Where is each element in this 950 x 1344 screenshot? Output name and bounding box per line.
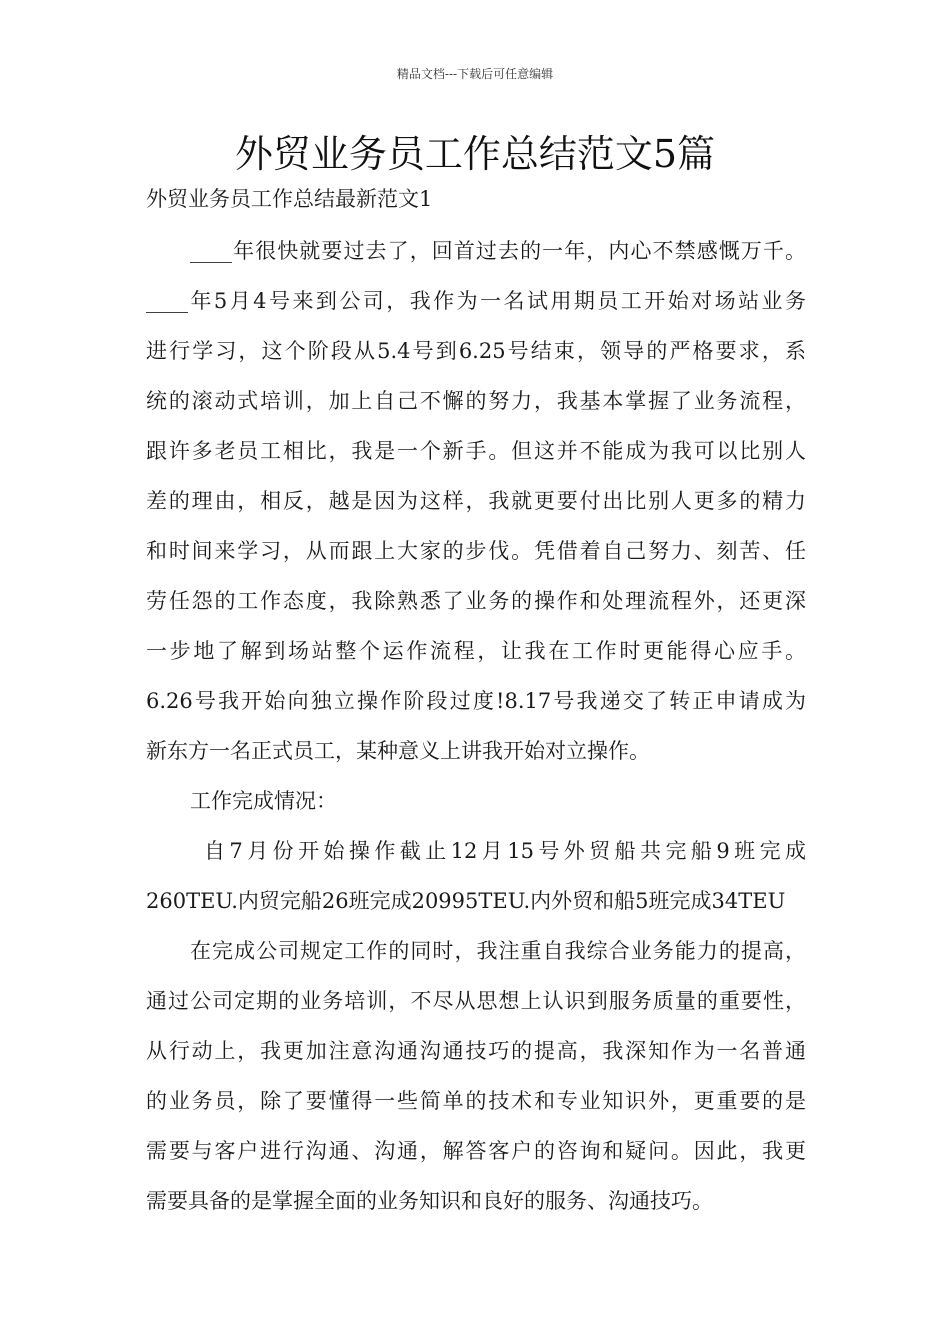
paragraph-line: 一步地了解到场站整个运作流程，让我在工作时更能得心应手。 [146,639,806,663]
paragraph-line: 6.26号我开始向独立操作阶段过度!8.17号我递交了转正申请成为 [146,689,806,713]
paragraph-line: 在完成公司规定工作的同时，我注重自我综合业务能力的提高， [190,939,806,963]
paragraph-line: ____年5月4号来到公司，我作为一名试用期员工开始对场站业务 [146,289,806,313]
paragraph-line: 通过公司定期的业务培训，不尽从思想上认识到服务质量的重要性， [146,989,806,1013]
paragraph-line: 需要与客户进行沟通、沟通，解答客户的咨询和疑问。因此，我更 [146,1139,806,1163]
header-note: 精品文档---下载后可任意编辑 [396,67,554,81]
paragraph-line: 劳任怨的工作态度，我除熟悉了业务的操作和处理流程外，还更深 [146,589,806,613]
paragraph-line: 自7月份开始操作截止12月15号外贸船共完船9班完成 [204,839,806,863]
paragraph-line: ____年很快就要过去了，回首过去的一年，内心不禁感慨万千。 [190,239,806,263]
paragraph-line: 统的滚动式培训，加上自己不懈的努力，我基本掌握了业务流程， [146,389,806,413]
document-title: 外贸业务员工作总结范文5篇 [234,132,716,176]
paragraph-line: 从行动上，我更加注意沟通沟通技巧的提高，我深知作为一名普通 [146,1039,806,1063]
paragraph-line: 新东方一名正式员工，某种意义上讲我开始对立操作。 [146,739,650,763]
paragraph-line: 进行学习，这个阶段从5.4号到6.25号结束，领导的严格要求，系 [146,339,806,363]
section-heading: 工作完成情况： [190,789,337,813]
paragraph-line: 差的理由，相反，越是因为这样，我就更要付出比别人更多的精力 [146,489,806,513]
paragraph-line: 260TEU.内贸完船26班完成20995TEU.内外贸和船5班完成34TEU [146,889,786,913]
paragraph-line: 的业务员，除了要懂得一些简单的技术和专业知识外，更重要的是 [146,1089,806,1113]
paragraph-line: 和时间来学习，从而跟上大家的步伐。凭借着自己努力、刻苦、任 [146,539,806,563]
paragraph-line: 需要具备的是掌握全面的业务知识和良好的服务、沟通技巧。 [146,1189,713,1213]
document-subtitle: 外贸业务员工作总结最新范文1 [146,187,433,211]
paragraph-line: 跟许多老员工相比，我是一个新手。但这并不能成为我可以比别人 [146,439,806,463]
